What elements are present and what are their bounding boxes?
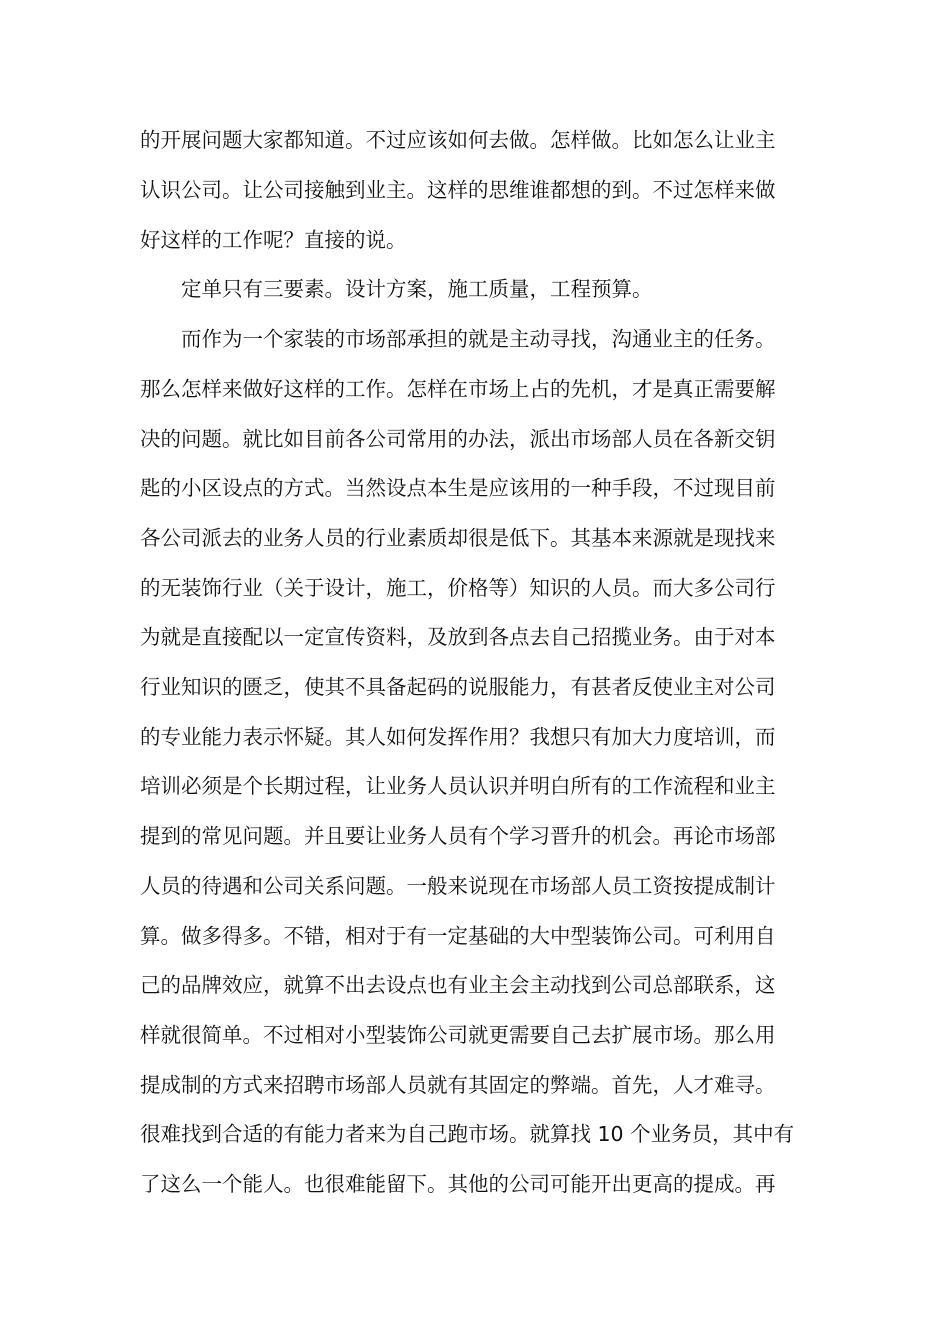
body-text-line: 那么怎样来做好这样的工作。怎样在市场上占的先机，才是真正需要解 bbox=[140, 377, 776, 401]
body-text-line: 了这么一个能人。也很难能留下。其他的公司可能开出更高的提成。再 bbox=[140, 1172, 776, 1196]
body-text-line: 很难找到合适的有能力者来为自己跑市场。就算找 10 个业务员，其中有 bbox=[140, 1122, 795, 1146]
body-text-line: 各公司派去的业务人员的行业素质却很是低下。其基本来源就是现找来 bbox=[140, 526, 776, 550]
body-text-line: 的专业能力表示怀疑。其人如何发挥作用？我想只有加大力度培训，而 bbox=[140, 725, 776, 749]
body-text-line: 匙的小区设点的方式。当然设点本生是应该用的一种手段，不过现目前 bbox=[140, 476, 776, 500]
body-text-line: 提到的常见问题。并且要让业务人员有个学习晋升的机会。再论市场部 bbox=[140, 824, 776, 848]
body-text-line: 己的品牌效应，就算不出去设点也有业主会主动找到公司总部联系，这 bbox=[140, 973, 776, 997]
body-text-line: 认识公司。让公司接触到业主。这样的思维谁都想的到。不过怎样来做 bbox=[140, 178, 776, 202]
body-text-line: 的开展问题大家都知道。不过应该如何去做。怎样做。比如怎么让业主 bbox=[140, 128, 776, 152]
body-text-line: 而作为一个家装的市场部承担的就是主动寻找，沟通业主的任务。 bbox=[140, 327, 776, 351]
body-text-line: 的无装饰行业（关于设计，施工，价格等）知识的人员。而大多公司行 bbox=[140, 576, 776, 600]
body-text-line: 好这样的工作呢？直接的说。 bbox=[140, 228, 407, 252]
body-text-line: 为就是直接配以一定宣传资料，及放到各点去自己招揽业务。由于对本 bbox=[140, 625, 776, 649]
body-text-line: 样就很简单。不过相对小型装饰公司就更需要自己去扩展市场。那么用 bbox=[140, 1023, 776, 1047]
body-text-line: 培训必须是个长期过程，让业务人员认识并明白所有的工作流程和业主 bbox=[140, 774, 776, 798]
body-text-line: 决的问题。就比如目前各公司常用的办法，派出市场部人员在各新交钥 bbox=[140, 427, 776, 451]
body-text-line: 行业知识的匮乏，使其不具备起码的说服能力，有甚者反使业主对公司 bbox=[140, 675, 776, 699]
body-text-line: 人员的待遇和公司关系问题。一般来说现在市场部人员工资按提成制计 bbox=[140, 874, 776, 898]
body-text-line: 定单只有三要素。设计方案，施工质量，工程预算。 bbox=[140, 277, 653, 301]
body-text-line: 算。做多得多。不错，相对于有一定基础的大中型装饰公司。可利用自 bbox=[140, 924, 776, 948]
body-text-line: 提成制的方式来招聘市场部人员就有其固定的弊端。首先，人才难寻。 bbox=[140, 1073, 776, 1097]
